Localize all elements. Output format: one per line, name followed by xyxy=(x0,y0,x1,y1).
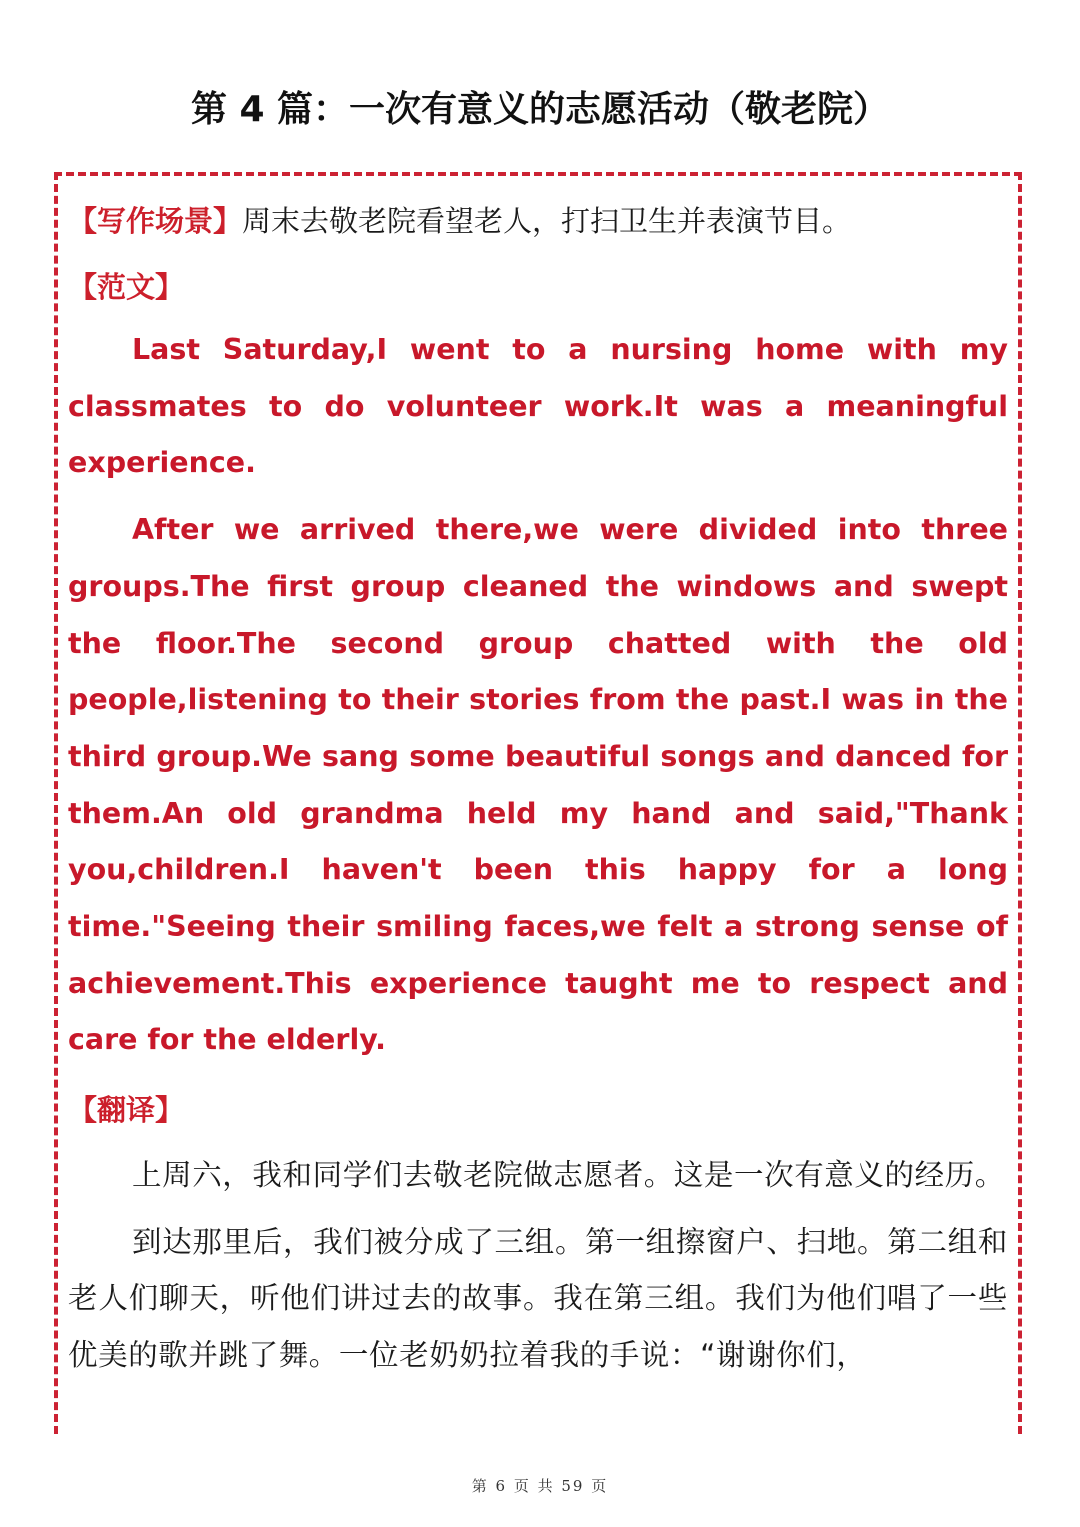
writing-scene-text: 周末去敬老院看望老人，打扫卫生并表演节目。 xyxy=(242,204,852,238)
sample-paragraph-2: After we arrived there,we were divided into three groups.The first group cleaned the windows and swept the floor.The second group chatted with the old people,listening to their stories from the past.I was in the third group.We sang some beautiful songs and danced for them.An old grandma held my hand and said,"Thank you,children.I haven't been this happy for a long time."Seeing their smiling faces,we felt a strong sense of achievement.This experience taught me to respect and care for the elderly. xyxy=(68,513,1008,1057)
writing-scene xyxy=(68,190,1008,252)
content-body xyxy=(68,190,1008,1393)
sample-essay-heading: 【范文】 xyxy=(68,270,185,304)
page-title: 第 4 篇：一次有意义的志愿活动（敬老院） xyxy=(190,89,890,130)
sample-paragraph-1: Last Saturday,I went to a nursing home with my classmates to do volunteer work.It was a meaningful experience. xyxy=(68,333,1008,480)
translation-heading: 【翻译】 xyxy=(68,1093,185,1128)
translation-paragraph-1: 上周六，我和同学们去敬老院做志愿者。这是一次有意义的经历。 xyxy=(132,1158,1005,1193)
translation-paragraph-2: 到达那里后，我们被分成了三组。第一组擦窗户、扫地。第二组和老人们聊天，听他们讲过去的故事。我在第三组。我们为他们唱了一些优美的歌并跳了舞。一位老奶奶拉着我的手说：“谢谢你们， xyxy=(68,1224,1008,1372)
writing-scene-label: 【写作场景】 xyxy=(68,204,243,238)
content-frame xyxy=(54,172,1022,1434)
page-footer: 第 6 页 共 59 页 xyxy=(471,1477,609,1495)
